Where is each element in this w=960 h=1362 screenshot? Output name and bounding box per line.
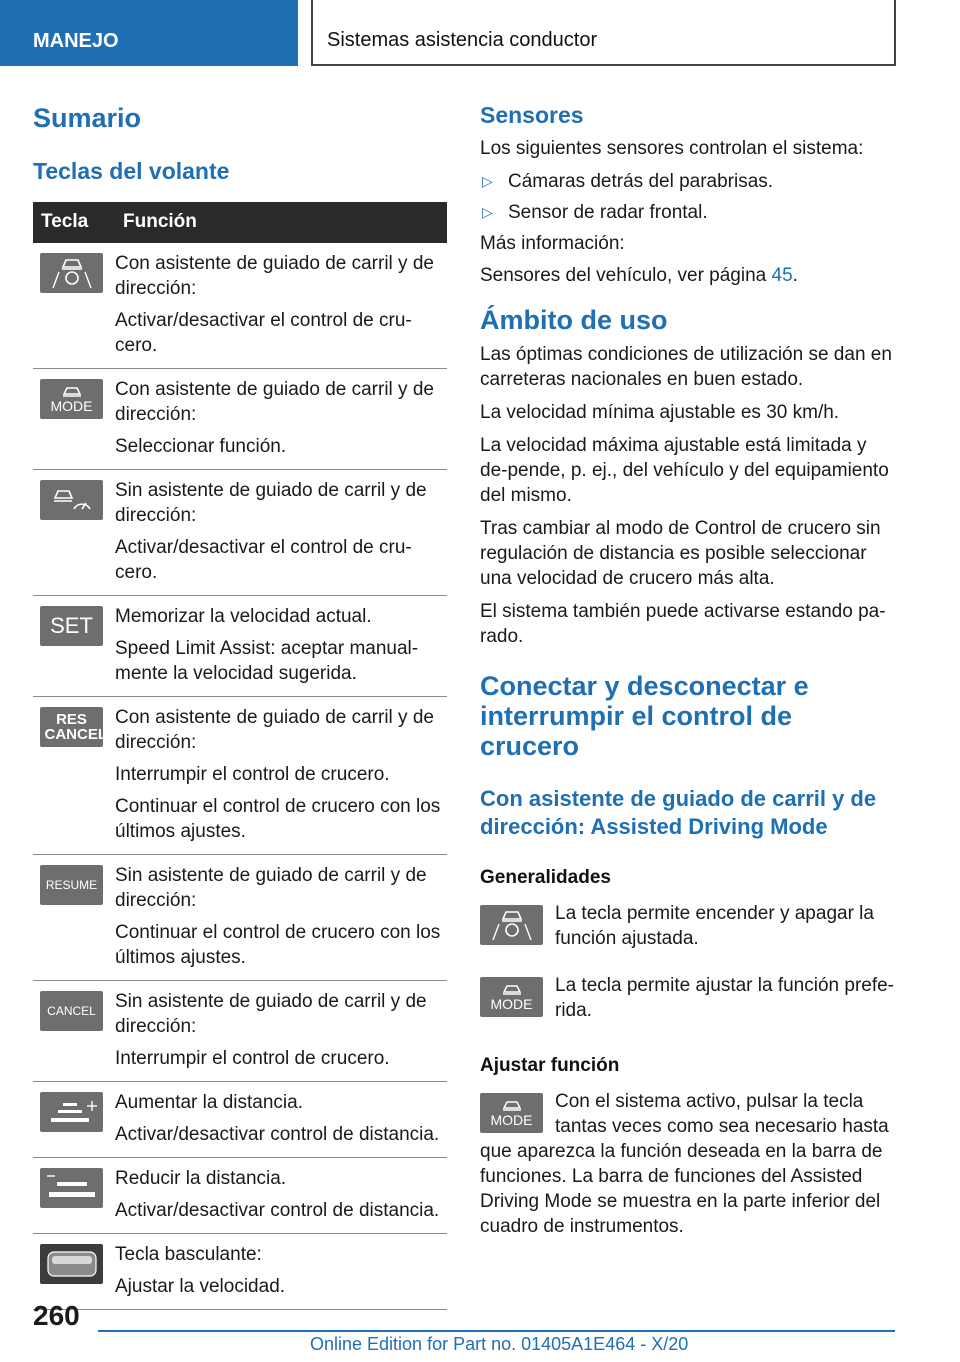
row-text: Sin asistente de guiado de carril y de dirección: bbox=[115, 991, 427, 1037]
general-key2-text: La tecla permite ajustar la función prefe-rida. bbox=[555, 975, 895, 1021]
mode-label: MODE bbox=[50, 397, 93, 414]
row-text: Reducir la distancia. bbox=[115, 1168, 287, 1189]
list-item: ▷ Cámaras detrás del parabrisas. bbox=[480, 169, 895, 194]
header-chapter-box bbox=[311, 0, 896, 66]
table-row bbox=[33, 470, 447, 596]
table-row bbox=[33, 243, 447, 369]
mode-button-icon bbox=[480, 1093, 543, 1133]
header-section-label: MANEJO bbox=[33, 30, 119, 52]
row-text: Aumentar la distancia. bbox=[115, 1092, 303, 1113]
adjust-text: Con el sistema activo, pulsar la tecla tantas veces como sea necesario hasta que aparezca la función deseada en la barra de funciones. La barra de funciones del Assisted Driving Mode se muestra en la parte inferior del cuadro de instrumentos. bbox=[480, 1091, 889, 1237]
steering-keys-table bbox=[33, 202, 447, 1310]
sensors-ref-text: Sensores del vehículo, ver página bbox=[480, 265, 772, 286]
general-key-row bbox=[480, 901, 895, 951]
more-info-label: Más información: bbox=[480, 233, 625, 254]
res-cancel-button-icon bbox=[40, 707, 107, 747]
sensors-list bbox=[480, 169, 895, 225]
row-text: Con asistente de guiado de carril y de dirección: bbox=[115, 707, 434, 753]
general-key-row bbox=[480, 973, 895, 1023]
mode-label: MODE bbox=[490, 1111, 533, 1128]
mode-button-icon bbox=[40, 379, 103, 419]
res-cancel-label: RES CANCEL bbox=[44, 711, 107, 743]
row-text: Activar/desactivar control de distancia. bbox=[115, 1200, 440, 1221]
scope-paragraph: El sistema también puede activarse estando pa-rado. bbox=[480, 601, 886, 647]
footer-divider bbox=[98, 1330, 895, 1332]
sensors-intro: Los siguientes sensores controlan el sistema: bbox=[480, 138, 864, 159]
section-heading-connect: Conectar y desconectar e interrumpir el control de crucero bbox=[480, 671, 809, 761]
row-text: Sin asistente de guiado de carril y de dirección: bbox=[115, 480, 427, 526]
general-key1-text: La tecla permite encender y apagar la función ajustada. bbox=[555, 903, 874, 949]
page-number: 260 bbox=[33, 1300, 80, 1331]
steering-assist-icon bbox=[480, 905, 543, 945]
table-row bbox=[33, 369, 447, 470]
set-button-icon: SET bbox=[40, 606, 103, 646]
table-header-row bbox=[33, 202, 447, 243]
sensors-ref-end: . bbox=[792, 265, 798, 286]
cruise-control-icon bbox=[40, 480, 103, 520]
rocker-switch-icon bbox=[40, 1244, 103, 1284]
scope-paragraph: La velocidad máxima ajustable está limitada y de-pende, p. ej., del vehículo y del equipamiento del mismo. bbox=[480, 435, 889, 506]
subheading-adjust: Ajustar función bbox=[480, 1055, 620, 1076]
table-header-function: Función bbox=[115, 202, 447, 243]
row-text: Con asistente de guiado de carril y de dirección: bbox=[115, 253, 434, 299]
row-text: Tecla basculante: bbox=[115, 1244, 262, 1265]
table-row bbox=[33, 1082, 447, 1158]
right-column bbox=[480, 100, 895, 1239]
table-header-key: Tecla bbox=[33, 202, 115, 243]
table-row bbox=[33, 1158, 447, 1234]
row-text: Continuar el control de crucero con los últimos ajustes. bbox=[115, 922, 441, 968]
steering-assist-icon bbox=[40, 253, 103, 293]
row-text: Con asistente de guiado de carril y de dirección: bbox=[115, 379, 434, 425]
footer-edition: Online Edition for Part no. 01405A1E464 - X/20 bbox=[310, 1334, 689, 1354]
page-link-45[interactable]: 45 bbox=[771, 265, 793, 286]
section-heading-scope: Ámbito de uso bbox=[480, 305, 668, 335]
table-row bbox=[33, 697, 447, 855]
row-text: Activar/desactivar el control de cru-cero. bbox=[115, 310, 412, 356]
row-text: Ajustar la velocidad. bbox=[115, 1276, 286, 1297]
row-text: Memorizar la velocidad actual. bbox=[115, 606, 372, 627]
sensors-reference bbox=[480, 263, 895, 288]
scope-paragraph: Tras cambiar al modo de Control de crucero sin regulación de distancia es posible seleccionar una velocidad de crucero más alta. bbox=[480, 518, 881, 589]
table-row bbox=[33, 855, 447, 981]
left-column bbox=[33, 100, 447, 1310]
section-heading-steering-keys: Teclas del volante bbox=[33, 158, 230, 184]
distance-minus-icon bbox=[40, 1168, 103, 1208]
row-text: Interrumpir el control de crucero. bbox=[115, 764, 390, 785]
scope-paragraph: Las óptimas condiciones de utilización se dan en carreteras nacionales en buen estado. bbox=[480, 344, 892, 390]
page-title: Sumario bbox=[33, 103, 142, 133]
list-item: ▷ Sensor de radar frontal. bbox=[480, 200, 895, 225]
row-text: Seleccionar función. bbox=[115, 436, 287, 457]
row-text: Sin asistente de guiado de carril y de dirección: bbox=[115, 865, 427, 911]
mode-button-icon bbox=[480, 977, 543, 1017]
table-row bbox=[33, 596, 447, 697]
subheading-general: Generalidades bbox=[480, 867, 611, 888]
section-heading-assisted-driving: Con asistente de guiado de carril y de dirección: Assisted Driving Mode bbox=[480, 786, 877, 839]
cancel-button-icon: CANCEL bbox=[40, 991, 103, 1031]
mode-label: MODE bbox=[490, 995, 533, 1012]
scope-paragraph: La velocidad mínima ajustable es 30 km/h. bbox=[480, 402, 840, 423]
row-text: Interrumpir el control de crucero. bbox=[115, 1048, 390, 1069]
resume-button-icon: RESUME bbox=[40, 865, 103, 905]
row-text: Speed Limit Assist: aceptar manual-mente la velocidad sugerida. bbox=[115, 638, 419, 684]
row-text: Activar/desactivar control de distancia. bbox=[115, 1124, 440, 1145]
table-row bbox=[33, 1234, 447, 1310]
header-section-tab bbox=[0, 0, 298, 66]
header-chapter-label: Sistemas asistencia conductor bbox=[327, 29, 598, 51]
distance-plus-icon bbox=[40, 1092, 103, 1132]
adjust-block bbox=[480, 1089, 895, 1239]
section-heading-sensors: Sensores bbox=[480, 102, 584, 128]
row-text: Activar/desactivar el control de cru-cero. bbox=[115, 537, 412, 583]
row-text: Continuar el control de crucero con los últimos ajustes. bbox=[115, 796, 441, 842]
table-row bbox=[33, 981, 447, 1082]
